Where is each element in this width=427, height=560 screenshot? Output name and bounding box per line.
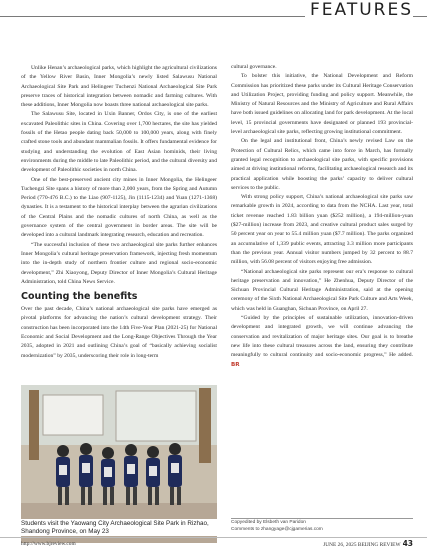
paragraph-last <box>231 314 413 370</box>
page-number: 43 <box>402 539 413 548</box>
copyedit-rule <box>231 518 413 519</box>
footer-date: JUNE 26, 2025 BEIJING REVIEW <box>323 542 401 548</box>
right-column <box>231 63 413 370</box>
section-heading: Counting the benefits <box>21 291 138 303</box>
end-mark: BR <box>231 361 240 368</box>
paragraph: Over the past decade, China’s national archaeological site parks have emerged as pivotal platforms for advancing the nation’s cultural development strategy. Their construction has been incorporated into the 14th Five-Year Plan (2021-25) for National Economic and Social Development and the Long-Range Objectives Through the Year 2035, adopted in 2021 and outlining China’s goal of “basically achieving socialist modernization” by 2035, underscoring their role in long-term <box>21 306 217 359</box>
paragraph: One of the best-preserved ancient city mines in Inner Mongolia, the Helingeer Tuchengzi Site spans a history of more than 2,000 years, from the Spring and Autumn Period (770-476 B.C.) to the Liao (907-1125), Jin (1115-1234) and Yuan (1271-1368) dynasties. It is a testament to the historical interplay between the agrarian civilizations of the Central Plains and the nomadic cultures of north China, as well as the governance system of the central government in border areas. The site will be developed into a cultural landmark integrating research, education and recreation. <box>21 176 217 239</box>
left-column <box>21 64 217 361</box>
paragraph: On the legal and institutional front, China’s newly revised Law on the Protection of Cultural Relics, which came into force in March, has formally granted legal recognition to archaeological site parks, with specific provisions aimed at driving institutional reforms, facilitating archaeological research and its practical application while boosting the parks’ capacity to deliver cultural services to the public. <box>231 138 413 191</box>
copyedit-note <box>231 520 413 533</box>
section-label: FEATURES <box>305 1 413 19</box>
paragraph: To bolster this initiative, the National Development and Reform Commission has prioritized these parks under its Cultural Heritage Conservation and Utilization Project, providing funding and policy support. Meanwhile, the Ministry of Natural Resources and the Ministry of Agriculture and Rural Affairs have both issued guidelines on allocating land for park development. At the local level, 15 provincial governments have designated or planned 193 provincial-level archaeological site parks, reflecting growing institutional commitment. <box>231 73 413 136</box>
paragraph: “The successful inclusion of these two archaeological site parks further enhances Inner Mongolia’s cultural heritage preservation framework, injecting fresh momentum into the in-depth study of northern frontier culture and regional socio-economic development,” Zhi Xiaoyong, Deputy Director of Inner Mongolia’s Cultural Heritage Administration, told China News Service. <box>21 241 217 285</box>
paragraph: With strong policy support, China’s national archaeological site parks saw remarkable growth in 2024, according to data from the NCHA. Last year, total ticket revenue reached 1.83 billion yuan ($252 million), a 194-million-yuan ($27-million) increase from 2023, and creative cultural product sales surged by 50 percent year on year to 55.4 million yuan ($7.7 million). The parks organized an accumulative of 1,339 public events, attracting 3.3 million more participants than the previous year. Annual visitor numbers jumped by 32 percent to 88.7 million, with 56.08 percent of visitors enjoying free admission. <box>231 194 413 266</box>
copyedit-line: Copyedited by Elsbeth van Paridon <box>231 520 306 525</box>
footer-rule <box>0 537 427 538</box>
footer-url[interactable]: http://www.bjreview.com <box>21 541 76 547</box>
footer-date-publication <box>323 539 413 548</box>
paragraph: Unlike Henan’s archaeological parks, which highlight the agricultural civilizations of the Yellow River Basin, Inner Mongolia’s newly listed Salawusu National Archaeological Site Park and Helingeer Tuchenzi National Archaeological Site Park preserve traces of historical integration between nomadic and farming cultures. With these additions, Inner Mongolia now boasts three national archaeological site parks. <box>21 65 217 109</box>
photo-caption: Students visit the Yaowang City Archaeological Site Park in Rizhao, Shandong Province, on May 23 <box>21 519 217 536</box>
paragraph-text: “Guided by the principles of sustainable utilization, innovation-driven development and integrated growth, we will continue advancing the conservation and revitalization of major heritage sites. Our goal is to breathe new life into these cultural treasures across the land, ensuring they contribute meaningfully to cultural continuity and socio-economic progress,” He added. <box>231 315 413 359</box>
paragraph: The Salawusu Site, located in Uxin Banner, Ordos City, is one of the earliest excavated Paleolithic sites in China. Covering over 1,700 hectares, the site has yielded fossils of the Hetao people dating back 50,000 to 100,000 years, along with finely crafted stone tools and abundant mammalian fossils. It offers fundamental evidence for studying and understanding the evolution of East Asian hominids, their living environments during the middle to late Paleolithic period, and the cultural diversity and development of Paleolithic societies in north China. <box>21 111 217 174</box>
paragraph: cultural governance. <box>231 64 277 70</box>
paragraph: “National archaeological site parks represent our era’s response to cultural heritage preservation and innovation,” He Zhenhua, Deputy Director of the Sichuan Provincial Cultural Heritage Administration, said at the opening ceremony of the Sixth National Archaeological Site Park Culture and Arts Week, which was held in Guanghan, Sichuan Province, on April 27. <box>231 268 413 312</box>
comments-line: Comments to zhangyage@cjgamerias.com <box>231 526 323 532</box>
